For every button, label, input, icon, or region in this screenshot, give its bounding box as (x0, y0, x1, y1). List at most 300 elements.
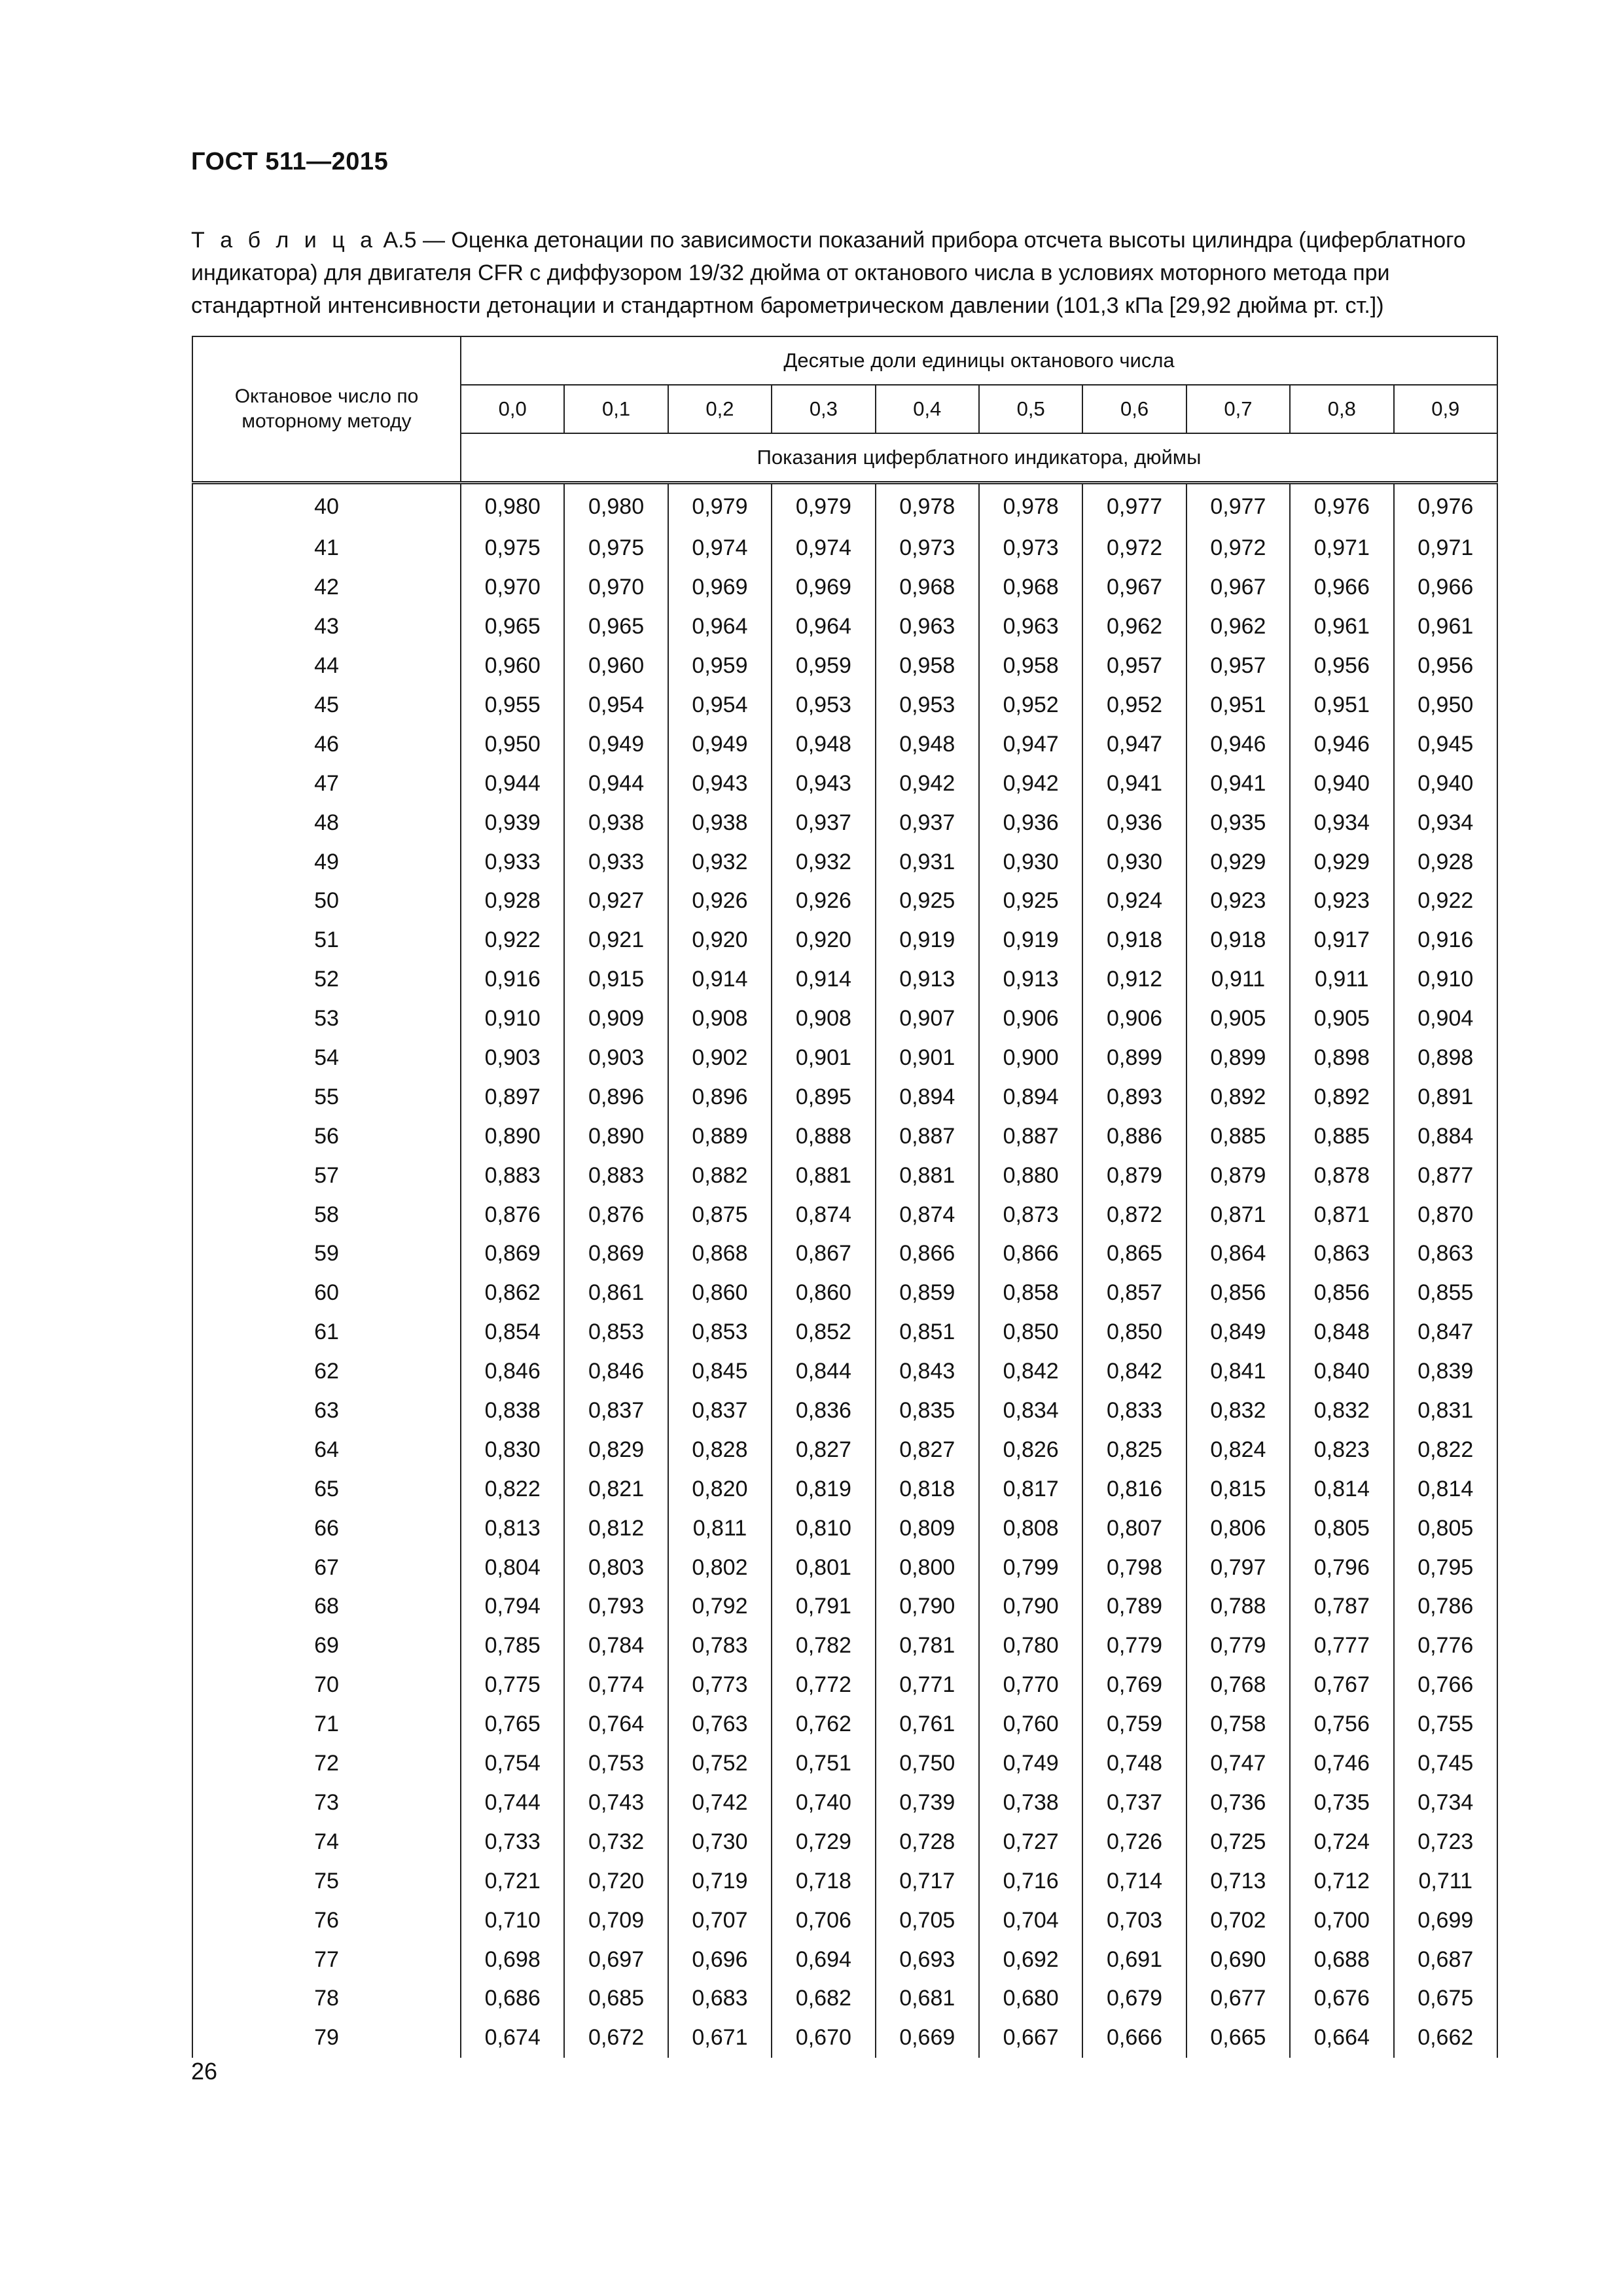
indicator-value-cell: 0,924 (1082, 882, 1186, 921)
octane-number-cell: 69 (192, 1626, 461, 1666)
indicator-value-cell: 0,872 (1082, 1195, 1186, 1234)
indicator-value-cell: 0,969 (668, 568, 772, 607)
indicator-value-cell: 0,758 (1186, 1705, 1290, 1744)
indicator-value-cell: 0,751 (772, 1744, 875, 1784)
indicator-value-cell: 0,737 (1082, 1784, 1186, 1823)
indicator-value-cell: 0,691 (1082, 1940, 1186, 1979)
octane-number-cell: 57 (192, 1156, 461, 1195)
indicator-value-cell: 0,850 (979, 1313, 1082, 1352)
table-row (192, 1861, 1497, 1901)
indicator-value-cell: 0,905 (1290, 999, 1393, 1039)
table-row (192, 764, 1497, 803)
indicator-value-cell: 0,944 (461, 764, 564, 803)
indicator-value-cell: 0,975 (564, 529, 668, 568)
indicator-value-cell: 0,935 (1186, 803, 1290, 842)
indicator-value-cell: 0,908 (772, 999, 875, 1039)
indicator-value-cell: 0,790 (979, 1587, 1082, 1626)
indicator-value-cell: 0,901 (772, 1039, 875, 1078)
tenths-header: Десятые доли единицы октанового числа (461, 336, 1497, 385)
indicator-value-cell: 0,885 (1290, 1117, 1393, 1156)
indicator-value-cell: 0,683 (668, 1979, 772, 2018)
indicator-value-cell: 0,839 (1394, 1352, 1497, 1391)
table-head (192, 336, 1497, 483)
indicator-value-cell: 0,909 (564, 999, 668, 1039)
indicator-value-cell: 0,772 (772, 1666, 875, 1705)
table-row (192, 1705, 1497, 1744)
indicator-value-cell: 0,746 (1290, 1744, 1393, 1784)
indicator-value-cell: 0,841 (1186, 1352, 1290, 1391)
indicator-value-cell: 0,858 (979, 1274, 1082, 1313)
indicator-value-cell: 0,867 (772, 1234, 875, 1274)
indicator-value-cell: 0,856 (1290, 1274, 1393, 1313)
indicator-value-cell: 0,978 (876, 483, 979, 529)
indicator-value-cell: 0,904 (1394, 999, 1497, 1039)
indicator-value-cell: 0,854 (461, 1313, 564, 1352)
indicator-value-cell: 0,853 (668, 1313, 772, 1352)
indicator-value-cell: 0,712 (1290, 1861, 1393, 1901)
indicator-value-cell: 0,842 (979, 1352, 1082, 1391)
indicator-value-cell: 0,771 (876, 1666, 979, 1705)
indicator-value-cell: 0,871 (1186, 1195, 1290, 1234)
indicator-value-cell: 0,835 (876, 1391, 979, 1431)
indicator-value-cell: 0,729 (772, 1822, 875, 1861)
octane-number-cell: 73 (192, 1784, 461, 1823)
octane-number-cell: 74 (192, 1822, 461, 1861)
indicator-value-cell: 0,705 (876, 1901, 979, 1940)
indicator-value-cell: 0,749 (979, 1744, 1082, 1784)
indicator-value-cell: 0,974 (668, 529, 772, 568)
indicator-value-cell: 0,887 (979, 1117, 1082, 1156)
table-row (192, 607, 1497, 647)
indicator-value-cell: 0,754 (461, 1744, 564, 1784)
indicator-value-cell: 0,869 (564, 1234, 668, 1274)
indicator-value-cell: 0,938 (668, 803, 772, 842)
indicator-value-cell: 0,951 (1186, 686, 1290, 725)
indicator-value-cell: 0,870 (1394, 1195, 1497, 1234)
indicator-value-cell: 0,725 (1186, 1822, 1290, 1861)
table-row (192, 842, 1497, 882)
indicator-value-cell: 0,936 (1082, 803, 1186, 842)
octane-number-cell: 61 (192, 1313, 461, 1352)
indicator-value-cell: 0,877 (1394, 1156, 1497, 1195)
octane-number-cell: 43 (192, 607, 461, 647)
indicator-value-cell: 0,964 (668, 607, 772, 647)
caption-text: Оценка детонации по зависимости показаний прибора отсчета высоты цилиндра (циферблатного индикатора) для двигателя CFR с диффузором 19/32 дюйма от октанового числа в условиях моторного метода при стандартной интенсивности детонации и стандартном барометрическом давлении (101,3 кПа [29,92 дюйма рт. ст.]) (191, 228, 1466, 318)
table-row (192, 1274, 1497, 1313)
indicator-value-cell: 0,976 (1394, 483, 1497, 529)
indicator-value-cell: 0,664 (1290, 2018, 1393, 2058)
indicator-value-cell: 0,928 (1394, 842, 1497, 882)
octane-number-cell: 40 (192, 483, 461, 529)
indicator-value-cell: 0,957 (1186, 647, 1290, 686)
indicator-value-cell: 0,919 (979, 921, 1082, 960)
indicator-value-cell: 0,714 (1082, 1861, 1186, 1901)
indicator-value-cell: 0,687 (1394, 1940, 1497, 1979)
indicator-value-cell: 0,787 (1290, 1587, 1393, 1626)
table-row (192, 1391, 1497, 1431)
table-row (192, 1940, 1497, 1979)
indicator-value-cell: 0,922 (1394, 882, 1497, 921)
indicator-value-cell: 0,690 (1186, 1940, 1290, 1979)
indicator-value-cell: 0,946 (1290, 725, 1393, 764)
indicator-value-cell: 0,893 (1082, 1077, 1186, 1117)
table-caption (191, 224, 1499, 322)
indicator-value-cell: 0,763 (668, 1705, 772, 1744)
indicator-value-cell: 0,694 (772, 1940, 875, 1979)
indicator-value-cell: 0,688 (1290, 1940, 1393, 1979)
indicator-value-cell: 0,886 (1082, 1117, 1186, 1156)
indicator-value-cell: 0,944 (564, 764, 668, 803)
indicator-value-cell: 0,860 (668, 1274, 772, 1313)
indicator-value-cell: 0,844 (772, 1352, 875, 1391)
indicator-value-cell: 0,913 (979, 960, 1082, 999)
table-row (192, 1195, 1497, 1234)
indicator-value-cell: 0,959 (772, 647, 875, 686)
indicator-value-cell: 0,943 (668, 764, 772, 803)
indicator-value-cell: 0,717 (876, 1861, 979, 1901)
indicator-value-cell: 0,954 (564, 686, 668, 725)
indicator-value-cell: 0,734 (1394, 1784, 1497, 1823)
indicator-value-cell: 0,968 (876, 568, 979, 607)
indicator-value-cell: 0,802 (668, 1548, 772, 1587)
table-row (192, 1509, 1497, 1548)
indicator-value-cell: 0,677 (1186, 1979, 1290, 2018)
indicator-value-cell: 0,843 (876, 1352, 979, 1391)
indicator-value-cell: 0,874 (876, 1195, 979, 1234)
indicator-value-cell: 0,900 (979, 1039, 1082, 1078)
indicator-value-cell: 0,736 (1186, 1784, 1290, 1823)
indicator-value-cell: 0,926 (668, 882, 772, 921)
indicator-value-cell: 0,796 (1290, 1548, 1393, 1587)
indicator-value-cell: 0,933 (461, 842, 564, 882)
indicator-value-cell: 0,696 (668, 1940, 772, 1979)
indicator-value-cell: 0,853 (564, 1313, 668, 1352)
indicator-value-cell: 0,828 (668, 1430, 772, 1469)
indicator-value-cell: 0,876 (564, 1195, 668, 1234)
indicator-value-cell: 0,937 (876, 803, 979, 842)
indicator-value-cell: 0,799 (979, 1548, 1082, 1587)
indicator-value-cell: 0,710 (461, 1901, 564, 1940)
indicator-value-cell: 0,798 (1082, 1548, 1186, 1587)
indicator-value-cell: 0,716 (979, 1861, 1082, 1901)
indicator-value-cell: 0,940 (1394, 764, 1497, 803)
indicator-value-cell: 0,759 (1082, 1705, 1186, 1744)
indicator-value-cell: 0,793 (564, 1587, 668, 1626)
indicator-value-cell: 0,908 (668, 999, 772, 1039)
indicator-value-cell: 0,805 (1290, 1509, 1393, 1548)
indicator-value-cell: 0,855 (1394, 1274, 1497, 1313)
table-row (192, 1587, 1497, 1626)
indicator-value-cell: 0,961 (1394, 607, 1497, 647)
table-row (192, 1784, 1497, 1823)
indicator-value-cell: 0,761 (876, 1705, 979, 1744)
indicator-value-cell: 0,914 (668, 960, 772, 999)
indicator-value-cell: 0,866 (979, 1234, 1082, 1274)
indicator-value-cell: 0,941 (1186, 764, 1290, 803)
indicator-value-cell: 0,954 (668, 686, 772, 725)
indicator-value-cell: 0,916 (1394, 921, 1497, 960)
indicator-value-cell: 0,808 (979, 1509, 1082, 1548)
indicator-value-cell: 0,976 (1290, 483, 1393, 529)
indicator-value-cell: 0,970 (564, 568, 668, 607)
indicator-value-cell: 0,917 (1290, 921, 1393, 960)
indicator-value-cell: 0,739 (876, 1784, 979, 1823)
indicator-value-cell: 0,788 (1186, 1587, 1290, 1626)
indicator-value-cell: 0,732 (564, 1822, 668, 1861)
indicator-value-cell: 0,962 (1082, 607, 1186, 647)
octane-number-cell: 45 (192, 686, 461, 725)
indicator-value-cell: 0,925 (979, 882, 1082, 921)
indicator-value-cell: 0,830 (461, 1430, 564, 1469)
indicator-value-cell: 0,970 (461, 568, 564, 607)
indicator-value-cell: 0,856 (1186, 1274, 1290, 1313)
indicator-value-cell: 0,881 (876, 1156, 979, 1195)
indicator-value-cell: 0,890 (564, 1117, 668, 1156)
indicator-value-cell: 0,740 (772, 1784, 875, 1823)
indicator-value-cell: 0,940 (1290, 764, 1393, 803)
indicator-value-cell: 0,666 (1082, 2018, 1186, 2058)
octane-number-cell: 79 (192, 2018, 461, 2058)
indicator-value-cell: 0,693 (876, 1940, 979, 1979)
indicator-value-cell: 0,809 (876, 1509, 979, 1548)
indicator-value-cell: 0,962 (1186, 607, 1290, 647)
table-row (192, 1901, 1497, 1940)
octane-number-cell: 56 (192, 1117, 461, 1156)
indicator-value-cell: 0,959 (668, 647, 772, 686)
indicator-value-cell: 0,941 (1082, 764, 1186, 803)
table-row (192, 686, 1497, 725)
indicator-value-cell: 0,762 (772, 1705, 875, 1744)
indicator-value-cell: 0,869 (461, 1234, 564, 1274)
indicator-value-cell: 0,921 (564, 921, 668, 960)
indicator-value-cell: 0,898 (1290, 1039, 1393, 1078)
table-row (192, 960, 1497, 999)
indicator-value-cell: 0,972 (1186, 529, 1290, 568)
indicator-value-cell: 0,667 (979, 2018, 1082, 2058)
octane-number-cell: 71 (192, 1705, 461, 1744)
units-header: Показания циферблатного индикатора, дюймы (461, 433, 1497, 483)
indicator-value-cell: 0,700 (1290, 1901, 1393, 1940)
indicator-value-cell: 0,947 (1082, 725, 1186, 764)
indicator-value-cell: 0,784 (564, 1626, 668, 1666)
indicator-value-cell: 0,932 (772, 842, 875, 882)
indicator-value-cell: 0,875 (668, 1195, 772, 1234)
indicator-value-cell: 0,890 (461, 1117, 564, 1156)
indicator-value-cell: 0,873 (979, 1195, 1082, 1234)
indicator-value-cell: 0,948 (876, 725, 979, 764)
table-row (192, 529, 1497, 568)
table-row (192, 1626, 1497, 1666)
table-row (192, 2018, 1497, 2058)
indicator-value-cell: 0,906 (979, 999, 1082, 1039)
indicator-value-cell: 0,882 (668, 1156, 772, 1195)
indicator-value-cell: 0,923 (1290, 882, 1393, 921)
indicator-value-cell: 0,949 (668, 725, 772, 764)
indicator-value-cell: 0,879 (1082, 1156, 1186, 1195)
indicator-value-cell: 0,785 (461, 1626, 564, 1666)
indicator-value-cell: 0,953 (876, 686, 979, 725)
indicator-value-cell: 0,934 (1290, 803, 1393, 842)
indicator-value-cell: 0,966 (1394, 568, 1497, 607)
indicator-value-cell: 0,930 (979, 842, 1082, 882)
indicator-value-cell: 0,896 (668, 1077, 772, 1117)
indicator-value-cell: 0,776 (1394, 1626, 1497, 1666)
indicator-value-cell: 0,745 (1394, 1744, 1497, 1784)
indicator-value-cell: 0,669 (876, 2018, 979, 2058)
stub-header: Октановое число по моторному методу (192, 336, 461, 483)
indicator-value-cell: 0,817 (979, 1469, 1082, 1509)
indicator-value-cell: 0,955 (461, 686, 564, 725)
octane-number-cell: 48 (192, 803, 461, 842)
indicator-value-cell: 0,950 (1394, 686, 1497, 725)
indicator-value-cell: 0,769 (1082, 1666, 1186, 1705)
indicator-value-cell: 0,827 (772, 1430, 875, 1469)
table-row (192, 1469, 1497, 1509)
table-row (192, 1077, 1497, 1117)
indicator-value-cell: 0,766 (1394, 1666, 1497, 1705)
indicator-value-cell: 0,860 (772, 1274, 875, 1313)
table-row (192, 1117, 1497, 1156)
indicator-value-cell: 0,971 (1394, 529, 1497, 568)
octane-number-cell: 51 (192, 921, 461, 960)
tenths-column-header: 0,5 (979, 385, 1082, 433)
octane-number-cell: 59 (192, 1234, 461, 1274)
indicator-value-cell: 0,966 (1290, 568, 1393, 607)
indicator-value-cell: 0,969 (772, 568, 875, 607)
indicator-value-cell: 0,891 (1394, 1077, 1497, 1117)
indicator-value-cell: 0,832 (1186, 1391, 1290, 1431)
indicator-value-cell: 0,930 (1082, 842, 1186, 882)
indicator-value-cell: 0,675 (1394, 1979, 1497, 2018)
tenths-column-header: 0,2 (668, 385, 772, 433)
indicator-value-cell: 0,958 (979, 647, 1082, 686)
octane-number-cell: 66 (192, 1509, 461, 1548)
tenths-column-header: 0,1 (564, 385, 668, 433)
indicator-value-cell: 0,914 (772, 960, 875, 999)
indicator-value-cell: 0,943 (772, 764, 875, 803)
indicator-value-cell: 0,676 (1290, 1979, 1393, 2018)
indicator-value-cell: 0,824 (1186, 1430, 1290, 1469)
indicator-value-cell: 0,773 (668, 1666, 772, 1705)
indicator-value-cell: 0,680 (979, 1979, 1082, 2018)
indicator-value-cell: 0,826 (979, 1430, 1082, 1469)
indicator-value-cell: 0,973 (979, 529, 1082, 568)
indicator-value-cell: 0,719 (668, 1861, 772, 1901)
indicator-value-cell: 0,980 (564, 483, 668, 529)
indicator-value-cell: 0,670 (772, 2018, 875, 2058)
indicator-value-cell: 0,707 (668, 1901, 772, 1940)
indicator-value-cell: 0,922 (461, 921, 564, 960)
tenths-column-header: 0,3 (772, 385, 875, 433)
indicator-value-cell: 0,733 (461, 1822, 564, 1861)
table-row (192, 1352, 1497, 1391)
indicator-value-cell: 0,807 (1082, 1509, 1186, 1548)
octane-number-cell: 64 (192, 1430, 461, 1469)
indicator-value-cell: 0,850 (1082, 1313, 1186, 1352)
indicator-value-cell: 0,834 (979, 1391, 1082, 1431)
indicator-value-cell: 0,814 (1290, 1469, 1393, 1509)
tenths-column-header: 0,8 (1290, 385, 1393, 433)
indicator-value-cell: 0,727 (979, 1822, 1082, 1861)
indicator-value-cell: 0,902 (668, 1039, 772, 1078)
indicator-value-cell: 0,804 (461, 1548, 564, 1587)
octane-number-cell: 41 (192, 529, 461, 568)
indicator-value-cell: 0,801 (772, 1548, 875, 1587)
indicator-value-cell: 0,915 (564, 960, 668, 999)
indicator-value-cell: 0,800 (876, 1548, 979, 1587)
indicator-value-cell: 0,978 (979, 483, 1082, 529)
indicator-value-cell: 0,920 (668, 921, 772, 960)
indicator-value-cell: 0,704 (979, 1901, 1082, 1940)
indicator-value-cell: 0,845 (668, 1352, 772, 1391)
indicator-value-cell: 0,880 (979, 1156, 1082, 1195)
indicator-value-cell: 0,899 (1082, 1039, 1186, 1078)
indicator-value-cell: 0,879 (1186, 1156, 1290, 1195)
indicator-value-cell: 0,919 (876, 921, 979, 960)
octane-number-cell: 78 (192, 1979, 461, 2018)
indicator-value-cell: 0,901 (876, 1039, 979, 1078)
indicator-value-cell: 0,702 (1186, 1901, 1290, 1940)
indicator-value-cell: 0,895 (772, 1077, 875, 1117)
indicator-value-cell: 0,797 (1186, 1548, 1290, 1587)
indicator-value-cell: 0,907 (876, 999, 979, 1039)
indicator-value-cell: 0,819 (772, 1469, 875, 1509)
indicator-value-cell: 0,780 (979, 1626, 1082, 1666)
indicator-value-cell: 0,938 (564, 803, 668, 842)
table-row (192, 999, 1497, 1039)
indicator-value-cell: 0,813 (461, 1509, 564, 1548)
indicator-value-cell: 0,928 (461, 882, 564, 921)
indicator-value-cell: 0,956 (1290, 647, 1393, 686)
indicator-value-cell: 0,685 (564, 1979, 668, 2018)
indicator-value-cell: 0,827 (876, 1430, 979, 1469)
indicator-value-cell: 0,814 (1394, 1469, 1497, 1509)
table-row (192, 1039, 1497, 1078)
table-row (192, 1234, 1497, 1274)
indicator-value-cell: 0,755 (1394, 1705, 1497, 1744)
indicator-value-cell: 0,892 (1186, 1077, 1290, 1117)
indicator-value-cell: 0,760 (979, 1705, 1082, 1744)
indicator-value-cell: 0,728 (876, 1822, 979, 1861)
table-row (192, 921, 1497, 960)
indicator-value-cell: 0,805 (1394, 1509, 1497, 1548)
indicator-value-cell: 0,967 (1082, 568, 1186, 607)
indicator-value-cell: 0,726 (1082, 1822, 1186, 1861)
indicator-value-cell: 0,952 (979, 686, 1082, 725)
indicator-value-cell: 0,767 (1290, 1666, 1393, 1705)
indicator-value-cell: 0,671 (668, 2018, 772, 2058)
table-row (192, 1313, 1497, 1352)
indicator-value-cell: 0,770 (979, 1666, 1082, 1705)
indicator-value-cell: 0,946 (1186, 725, 1290, 764)
indicator-value-cell: 0,842 (1082, 1352, 1186, 1391)
octane-number-cell: 42 (192, 568, 461, 607)
indicator-value-cell: 0,948 (772, 725, 875, 764)
indicator-value-cell: 0,963 (876, 607, 979, 647)
indicator-value-cell: 0,721 (461, 1861, 564, 1901)
indicator-value-cell: 0,820 (668, 1469, 772, 1509)
indicator-value-cell: 0,672 (564, 2018, 668, 2058)
indicator-value-cell: 0,874 (772, 1195, 875, 1234)
indicator-value-cell: 0,892 (1290, 1077, 1393, 1117)
indicator-value-cell: 0,674 (461, 2018, 564, 2058)
indicator-value-cell: 0,967 (1186, 568, 1290, 607)
indicator-value-cell: 0,964 (772, 607, 875, 647)
octane-number-cell: 60 (192, 1274, 461, 1313)
table-row (192, 1430, 1497, 1469)
indicator-value-cell: 0,945 (1394, 725, 1497, 764)
indicator-value-cell: 0,831 (1394, 1391, 1497, 1431)
